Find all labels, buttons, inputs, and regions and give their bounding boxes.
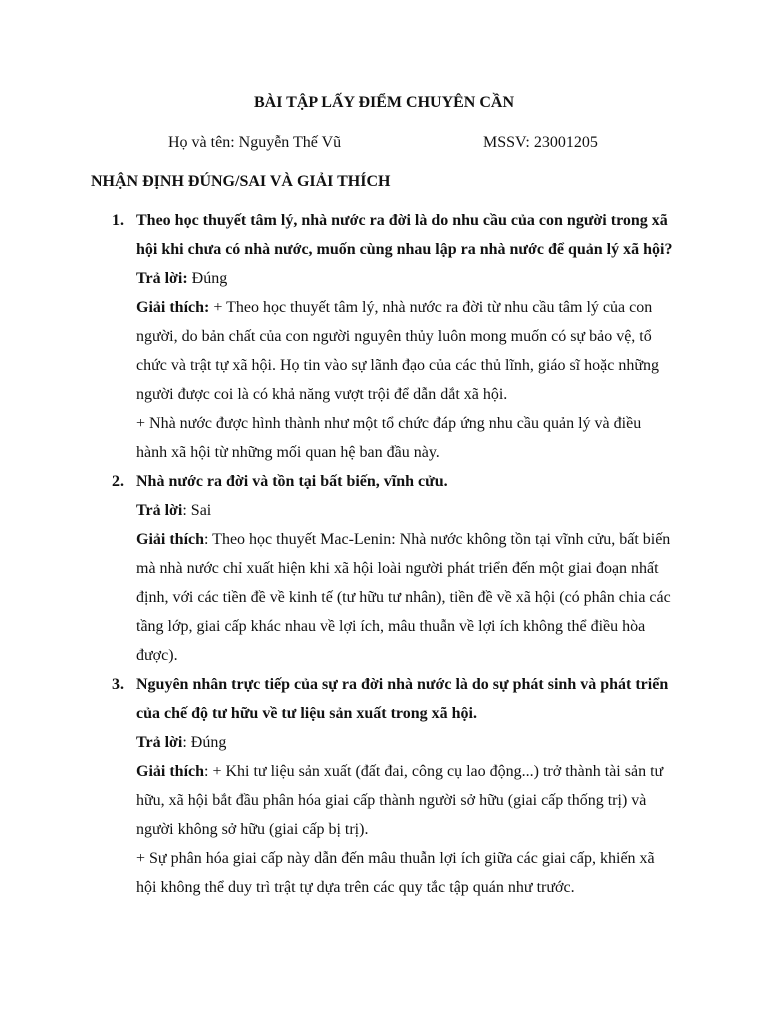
question-item <box>0 670 768 902</box>
explanation-paragraph <box>136 293 676 409</box>
answer-label: Trả lời <box>136 734 183 751</box>
student-name: Họ và tên: Nguyễn Thế Vũ <box>168 134 342 151</box>
question-body <box>136 670 676 902</box>
explanation-extra: + Nhà nước được hình thành như một tổ chức đáp ứng nhu cầu quản lý và điều hành xã hội từ những mối quan hệ ban đầu này. <box>136 415 642 461</box>
explanation-label: Giải thích <box>136 531 205 548</box>
question-text: Nhà nước ra đời và tồn tại bất biến, vĩnh cửu. <box>136 473 448 490</box>
question-item <box>0 467 768 670</box>
student-id: MSSV: 23001205 <box>483 134 598 151</box>
question-list <box>0 206 768 902</box>
section-heading: NHẬN ĐỊNH ĐÚNG/SAI VÀ GIẢI THÍCH <box>91 173 391 190</box>
question-text: Nguyên nhân trực tiếp của sự ra đời nhà nước là do sự phát sinh và phát triển của chế độ tư hữu về tư liệu sản xuất trong xã hội. <box>136 676 669 722</box>
explanation-paragraph <box>136 757 676 844</box>
explanation-label: Giải thích: <box>136 299 210 316</box>
question-number: 1. <box>112 212 124 229</box>
answer-value: : Đúng <box>182 734 227 751</box>
question-body <box>136 206 676 467</box>
question-body <box>136 467 676 670</box>
answer-line <box>136 496 676 525</box>
answer-label: Trả lời <box>136 502 183 519</box>
explanation-paragraph <box>136 525 676 670</box>
answer-line <box>136 264 676 293</box>
student-info <box>0 133 768 153</box>
explanation-text: + Theo học thuyết tâm lý, nhà nước ra đời từ nhu cầu tâm lý của con người, do bản chất của con người nguyên thủy luôn mong muốn có sự bảo vệ, tổ chức và trật tự xã hội. Họ tin vào sự lãnh đạo của các thủ lĩnh, giáo sĩ hoặc những người được coi là có khả năng vượt trội để dẫn dắt xã hội. <box>136 299 659 403</box>
answer-label: Trả lời: <box>136 270 188 287</box>
explanation-text: : + Khi tư liệu sản xuất (đất đai, công cụ lao động...) trở thành tài sản tư hữu, xã hội bắt đầu phân hóa giai cấp thành người sở hữu (giai cấp thống trị) và người không sở hữu (giai cấp bị trị). <box>136 763 664 838</box>
explanation-label: Giải thích <box>136 763 205 780</box>
explanation-text: : Theo học thuyết Mac-Lenin: Nhà nước không tồn tại vĩnh cửu, bất biến mà nhà nước chỉ xuất hiện khi xã hội loài người phát triển đến một giai đoạn nhất định, với các tiền đề về kinh tế (tư hữu tư nhân), tiền đề về xã hội (có phân chia các tầng lớp, giai cấp khác nhau về lợi ích, mâu thuẫn về lợi ích không thể điều hòa được). <box>136 531 671 664</box>
question-number: 3. <box>112 676 124 693</box>
question-text: Theo học thuyết tâm lý, nhà nước ra đời là do nhu cầu của con người trong xã hội khi chưa có nhà nước, muốn cùng nhau lập ra nhà nước để quản lý xã hội? <box>136 212 673 258</box>
explanation-extra: + Sự phân hóa giai cấp này dẫn đến mâu thuẫn lợi ích giữa các giai cấp, khiến xã hội không thể duy trì trật tự dựa trên các quy tắc tập quán như trước. <box>136 850 655 896</box>
answer-line <box>136 728 676 757</box>
question-item <box>0 206 768 467</box>
document-title: BÀI TẬP LẤY ĐIỂM CHUYÊN CẦN <box>253 94 515 111</box>
question-number: 2. <box>112 473 124 490</box>
answer-value: : Sai <box>182 502 212 519</box>
answer-value: Đúng <box>187 270 228 287</box>
